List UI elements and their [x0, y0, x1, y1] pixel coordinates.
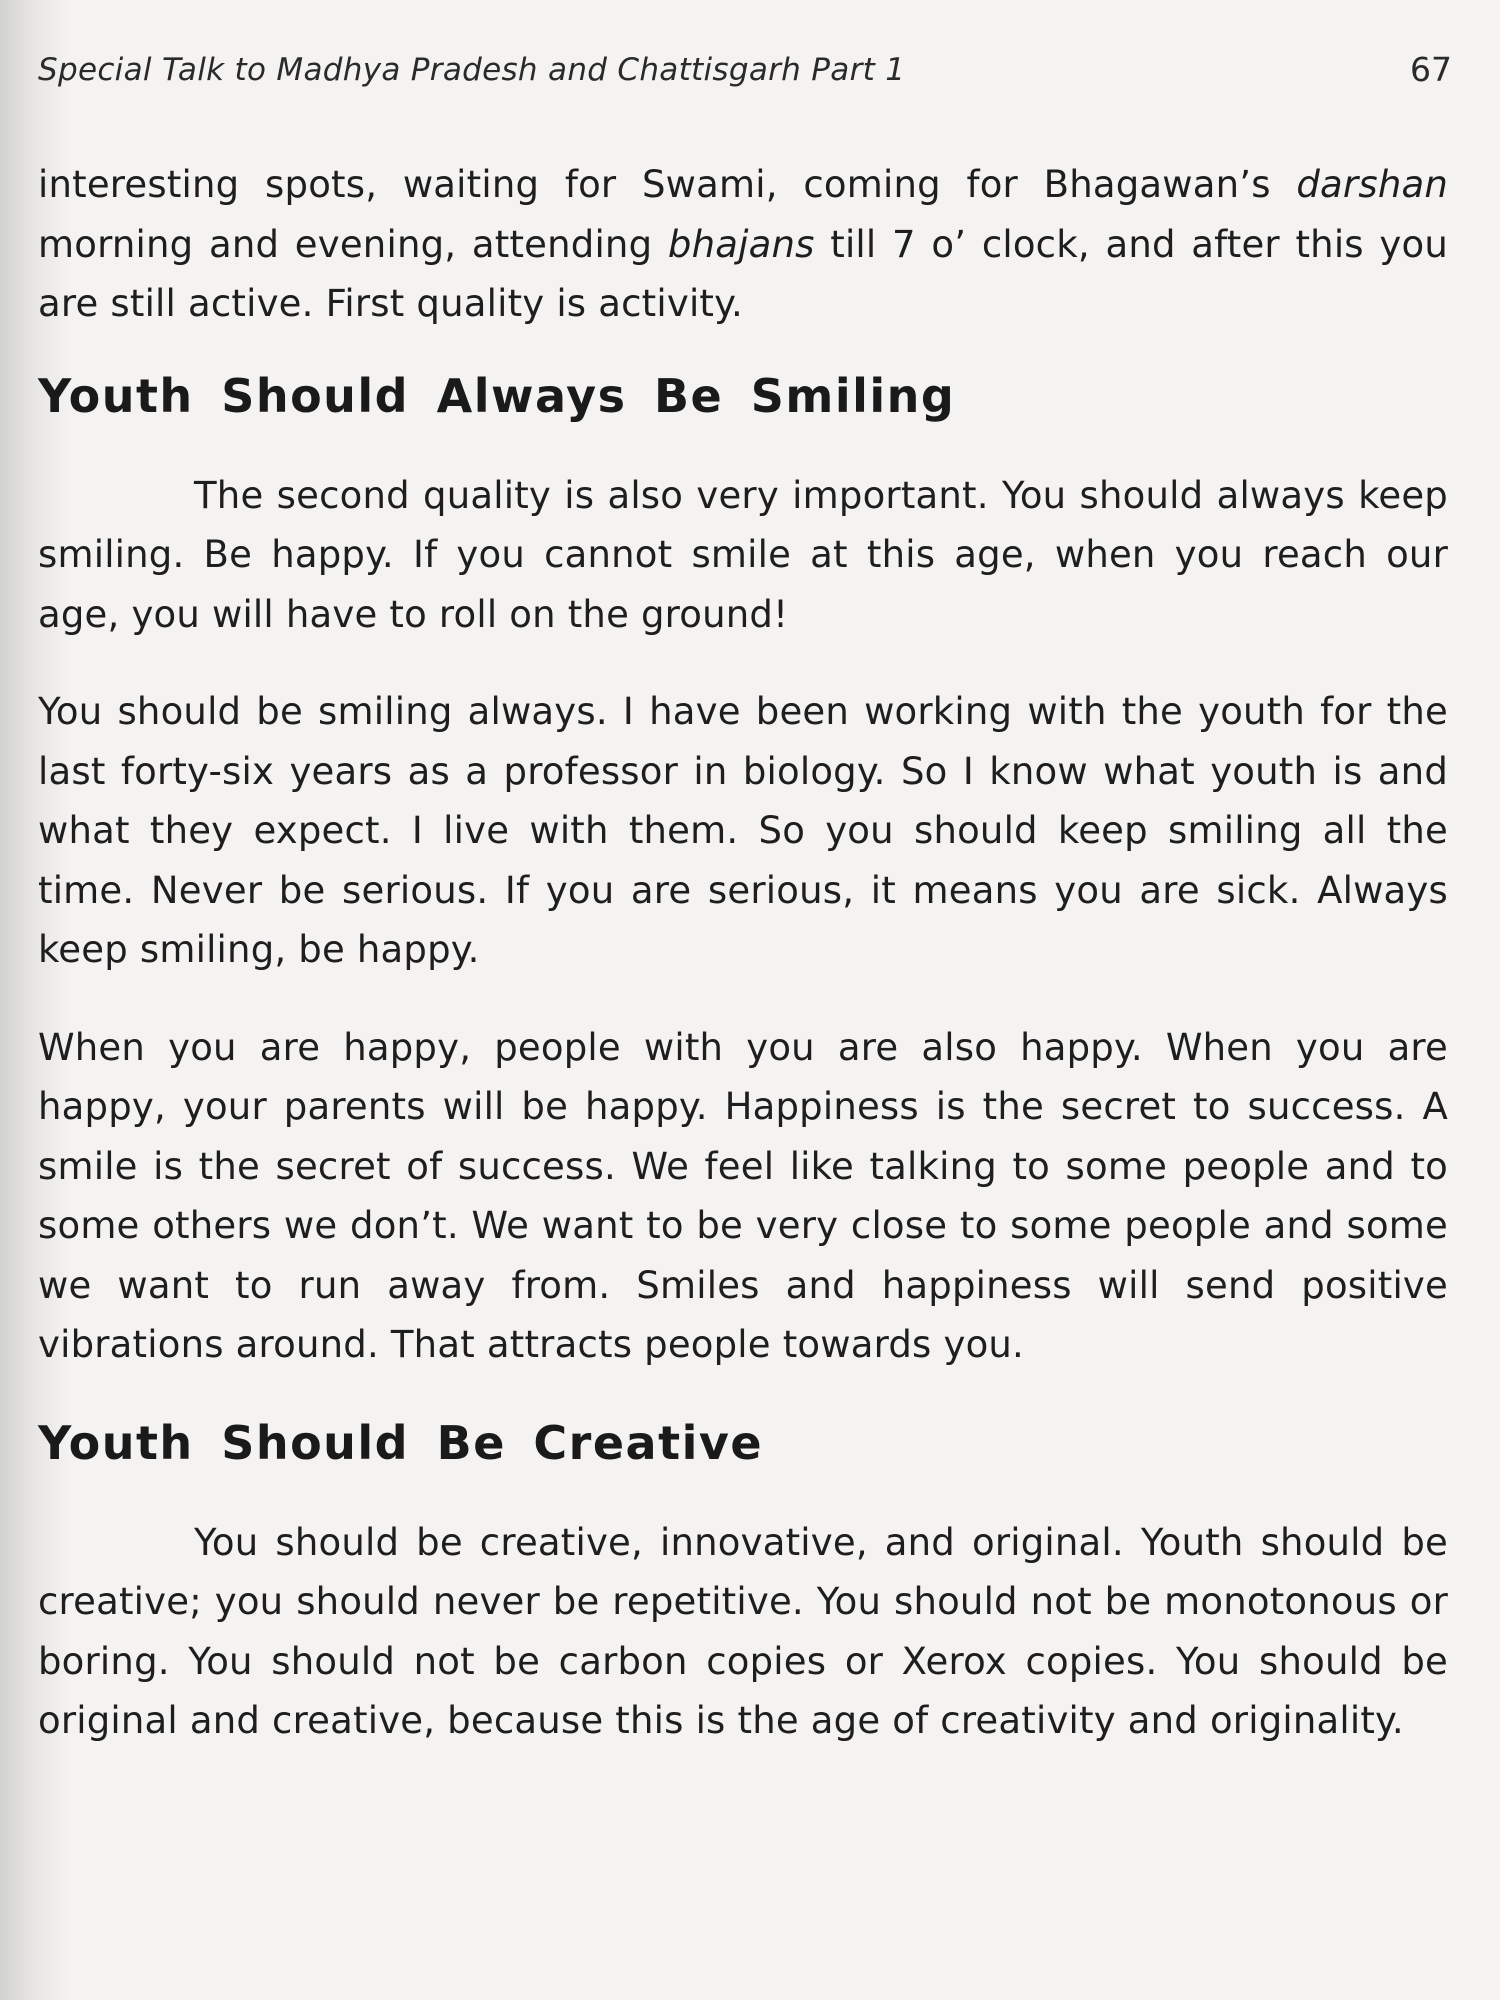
paragraph-3: You should be smiling always. I have been working with the youth for the last forty-six years as a professor in biology. So I know what youth is and what they expect. I live with them. So you should keep smiling all the time. Never be serious. If you are serious, it means you are sick. Always keep smiling, be happy.	[38, 690, 1448, 971]
paragraph-1: interesting spots, waiting for Swami, coming for Bhagawan’s darshan morning and evening, attending bhajans till 7 o’ clock, and after this you are still active. First quality is activity.	[38, 163, 1448, 325]
page-number: 67	[1410, 50, 1452, 89]
running-header	[38, 52, 1458, 92]
section-heading-smiling: Youth Should Always Be Smiling	[38, 368, 956, 423]
paragraph-2: The second quality is also very important. You should always keep smiling. Be happy. If you cannot smile at this age, when you reach our age, you will have to roll on the ground!	[38, 473, 1448, 636]
running-title: Special Talk to Madhya Pradesh and Chattisgarh Part 1	[38, 52, 906, 88]
section-heading-creative: Youth Should Be Creative	[38, 1415, 764, 1470]
paragraph-4: When you are happy, people with you are also happy. When you are happy, your parents will be happy. Happiness is the secret to success. A smile is the secret of success. We feel like talking to some people and to some others we don’t. We want to be very close to some people and some we want to run away from. Smiles and happiness will send positive vibrations around. That attracts people towards you.	[38, 1025, 1448, 1366]
body-text	[38, 155, 1448, 1789]
paragraph-5: You should be creative, innovative, and original. Youth should be creative; you should never be repetitive. You should not be monotonous or boring. You should not be carbon copies or Xerox copies. You should be original and creative, because this is the age of creativity and originality.	[38, 1520, 1448, 1742]
